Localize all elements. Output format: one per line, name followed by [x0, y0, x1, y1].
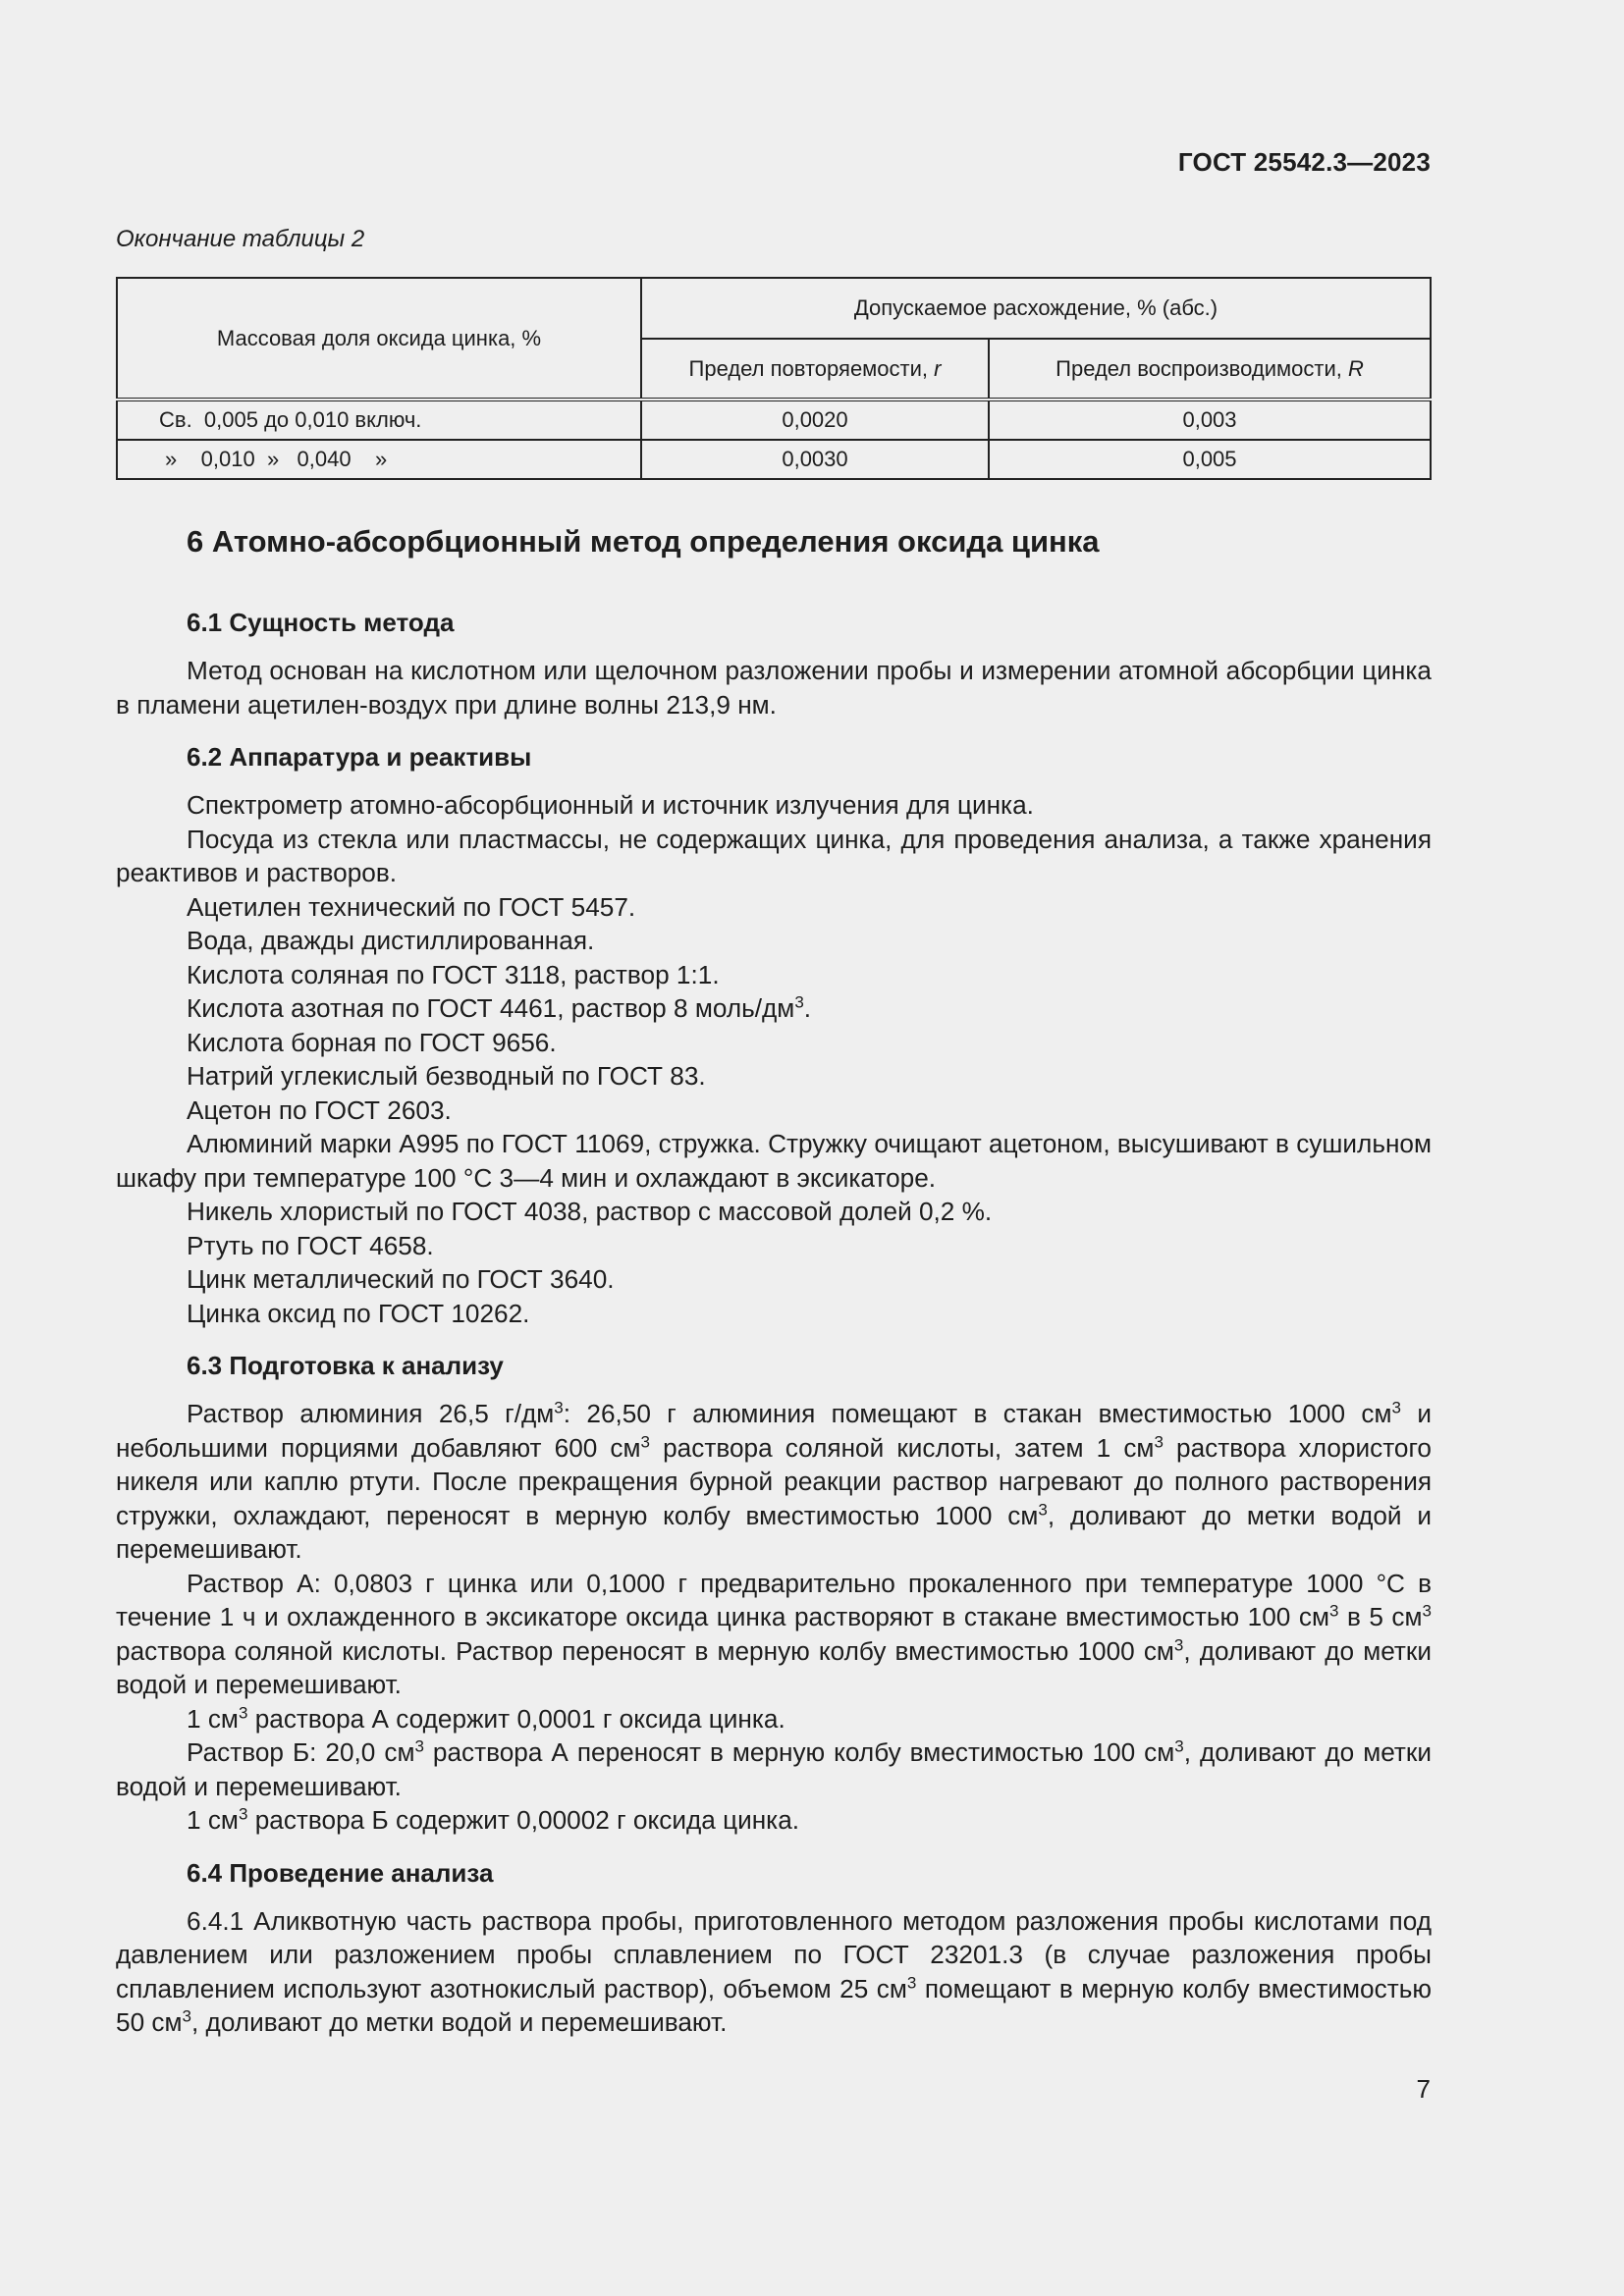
page-number: 7	[1416, 2074, 1431, 2104]
cell-R: 0,005	[989, 440, 1431, 479]
paragraph: Метод основан на кислотном или щелочном разложении пробы и измерении атомной абсорбции цинка в пламени ацетилен-воздух при длине волны 213,9 нм.	[116, 656, 1432, 720]
col-header-reproducibility: Предел воспроизводимости, R	[989, 339, 1431, 400]
list-item: Ацетилен технический по ГОСТ 5457.	[187, 891, 636, 922]
cell-R: 0,003	[989, 400, 1431, 440]
document-id-header: ГОСТ 25542.3—2023	[1177, 147, 1431, 177]
list-item: Алюминий марки А995 по ГОСТ 11069, стружка. Стружку очищают ацетоном, высушивают в сушильном шкафу при температуре 100 °С 3—4 мин и охлаждают в эксикаторе.	[116, 1129, 1432, 1193]
list-item: Никель хлористый по ГОСТ 4038, раствор с массовой долей 0,2 %.	[187, 1197, 993, 1226]
list-item: Цинка оксид по ГОСТ 10262.	[187, 1298, 530, 1328]
paragraph: 1 $см^3$ раствора Б содержит 0,00002 г оксида цинка.	[187, 1804, 800, 1835]
list-item: Посуда из стекла или пластмассы, не содержащих цинка, для проведения анализа, а также хранения реактивов и растворов.	[116, 824, 1432, 887]
cell-range: Св. 0,005 до 0,010 включ.	[117, 400, 641, 440]
cell-r: 0,0020	[641, 400, 989, 440]
main-content	[116, 518, 1432, 2040]
cell-range: » 0,010 » 0,040 »	[117, 440, 641, 479]
list-item: Кислота борная по ГОСТ 9656.	[187, 1027, 557, 1057]
list-item: Ртуть по ГОСТ 4658.	[187, 1230, 434, 1260]
section-title: 6 Атомно-абсорбционный метод определения оксида цинка	[187, 524, 1100, 559]
subsection-title: 6.3 Подготовка к анализу	[187, 1351, 504, 1380]
paragraph: Раствор алюминия 26,5 $г/дм^3$: 26,50 г алюминия помещают в стакан вместимостью 1000 $см^3$ и небольшими порциями добавляют 600 $см^3$ раствора соляной кислоты, затем 1 $см^3$ раствора хлористого никеля или каплю ртути. После прекращения бурной реакции раствор нагревают до полного растворения стружки, охлаждают, переносят в мерную колбу вместимостью 1000 $см^3$, доливают до метки водой и перемешивают.	[116, 1398, 1432, 1564]
table-row	[117, 400, 1431, 440]
paragraph: Раствор Б: 20,0 $см^3$ раствора А переносят в мерную колбу вместимостью 100 $см^3$, доливают до метки водой и перемешивают.	[116, 1736, 1432, 1801]
list-item: Кислота азотная по ГОСТ 4461, раствор 8 моль/$дм^3$.	[187, 992, 812, 1023]
list-item: Вода, дважды дистиллированная.	[187, 926, 595, 955]
paragraph: Раствор А: 0,0803 г цинка или 0,1000 г предварительно прокаленного при температуре 1000 °С в течение 1 ч и охлажденного в эксикаторе оксида цинка растворяют в стакане вместимостью 100 $см^3$ в 5 $см^3$ раствора соляной кислоты. Раствор переносят в мерную колбу вместимостью 1000 $см^3$, доливают до метки водой и перемешивают.	[116, 1568, 1433, 1699]
list-item: Ацетон по ГОСТ 2603.	[187, 1095, 452, 1125]
col-header-mass-fraction: Массовая доля оксида цинка, %	[117, 278, 641, 400]
list-item: Натрий углекислый безводный по ГОСТ 83.	[187, 1061, 706, 1091]
paragraph: 1 $см^3$ раствора А содержит 0,0001 г оксида цинка.	[187, 1702, 785, 1734]
table-caption: Окончание таблицы 2	[116, 226, 365, 252]
tolerance-table	[116, 277, 1432, 480]
paragraph: 6.4.1 Аликвотную часть раствора пробы, приготовленного методом разложения пробы кислотами под давлением или разложением пробы сплавлением по ГОСТ 23201.3 (в случае разложения пробы сплавлением используют азотнокислый раствор), объемом 25 $см^3$ помещают в мерную колбу вместимостью 50 $см^3$, доливают до метки водой и перемешивают.	[116, 1905, 1432, 2037]
list-item: Кислота соляная по ГОСТ 3118, раствор 1:1.	[187, 959, 720, 989]
list-item: Спектрометр атомно-абсорбционный и источник излучения для цинка.	[187, 790, 1034, 820]
list-item: Цинк металлический по ГОСТ 3640.	[187, 1264, 615, 1294]
subsection-title: 6.1 Сущность метода	[187, 608, 455, 637]
group-header-tolerance: Допускаемое расхождение, % (абс.)	[641, 278, 1431, 339]
subsection-title: 6.2 Аппаратура и реактивы	[187, 742, 532, 772]
col-header-repeatability: Предел повторяемости, r	[641, 339, 989, 400]
table-row	[117, 440, 1431, 479]
cell-r: 0,0030	[641, 440, 989, 479]
subsection-title: 6.4 Проведение анализа	[187, 1857, 494, 1888]
